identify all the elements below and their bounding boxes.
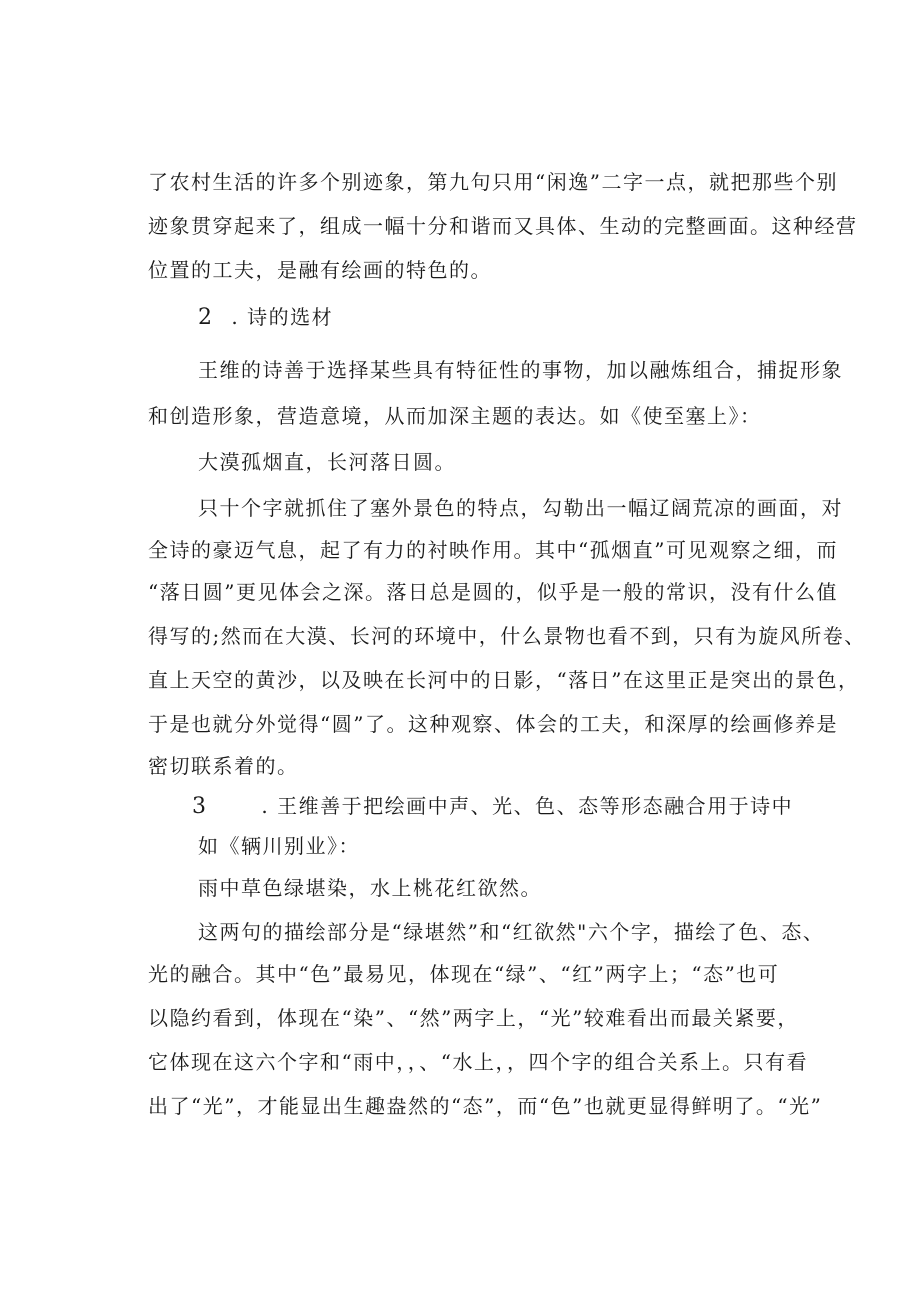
paragraph-line: 于是也就分外觉得“圆”了。这种观察、体会的工夫，和深厚的绘画修养是 bbox=[148, 712, 838, 736]
paragraph-line: 得写的;然而在大漠、长河的环境中，什么景物也看不到，只有为旋风所卷、 bbox=[148, 624, 866, 648]
paragraph-line: 密切联系着的。 bbox=[148, 754, 299, 778]
paragraph-line: 出了“光”，才能显出生趣盎然的“态”，而“色”也就更显得鲜明了。“光” bbox=[148, 1094, 823, 1118]
paragraph-line: “落日圆”更见体会之深。落日总是圆的，似乎是一般的常识，没有什么值 bbox=[148, 580, 838, 604]
paragraph-line: 位置的工夫，是融有绘画的特色的。 bbox=[148, 258, 492, 282]
paragraph-line: 了农村生活的许多个别迹象，第九句只用“闲逸”二字一点，就把那些个别 bbox=[148, 170, 838, 194]
paragraph-line: 直上天空的黄沙，以及映在长河中的日影，“落日”在这里正是突出的景色， bbox=[148, 668, 860, 692]
paragraph-line: 和创造形象，营造意境，从而加深主题的表达。如《使至塞上》： bbox=[148, 404, 762, 428]
section-number: 3 bbox=[192, 794, 208, 819]
section-heading-3 bbox=[192, 794, 793, 819]
section-number: 2 bbox=[198, 305, 214, 330]
paragraph-line: 以隐约看到，体现在“染”、“然”两字上，“光”较难看出而最关紧要， bbox=[148, 1006, 799, 1030]
section-title: . 王维善于把绘画中声、光、色、态等形态融合用于诗中 bbox=[261, 794, 794, 818]
verse-line: 大漠孤烟直，长河落日圆。 bbox=[198, 450, 456, 474]
paragraph-line: 王维的诗善于选择某些具有特征性的事物，加以融炼组合，捕捉形象 bbox=[198, 358, 843, 382]
paragraph-line: 全诗的豪迈气息，起了有力的衬映作用。其中“孤烟直”可见观察之细，而 bbox=[148, 538, 838, 562]
paragraph-line: 如《辆川别业》： bbox=[198, 834, 360, 858]
paragraph-line: 光的融合。其中“色”最易见，体现在“绿”、“红”两字上；“态”也可 bbox=[148, 962, 780, 986]
paragraph-line: 它体现在这六个字和“雨中，，、“水上，，四个字的组合关系上。只有看 bbox=[148, 1050, 808, 1074]
section-heading-2 bbox=[198, 305, 333, 330]
verse-line: 雨中草色绿堪染，水上桃花红欲然。 bbox=[198, 876, 542, 900]
paragraph-line: 迹象贯穿起来了，组成一幅十分和谐而又具体、生动的完整画面。这种经营 bbox=[148, 214, 858, 238]
paragraph-line: 这两句的描绘部分是“绿堪然”和“红欲然"六个字，描绘了色、态、 bbox=[198, 920, 825, 944]
paragraph-line: 只十个字就抓住了塞外景色的特点，勾勒出一幅辽阔荒凉的画面，对 bbox=[198, 496, 843, 520]
section-title: . 诗的选材 bbox=[231, 305, 334, 329]
